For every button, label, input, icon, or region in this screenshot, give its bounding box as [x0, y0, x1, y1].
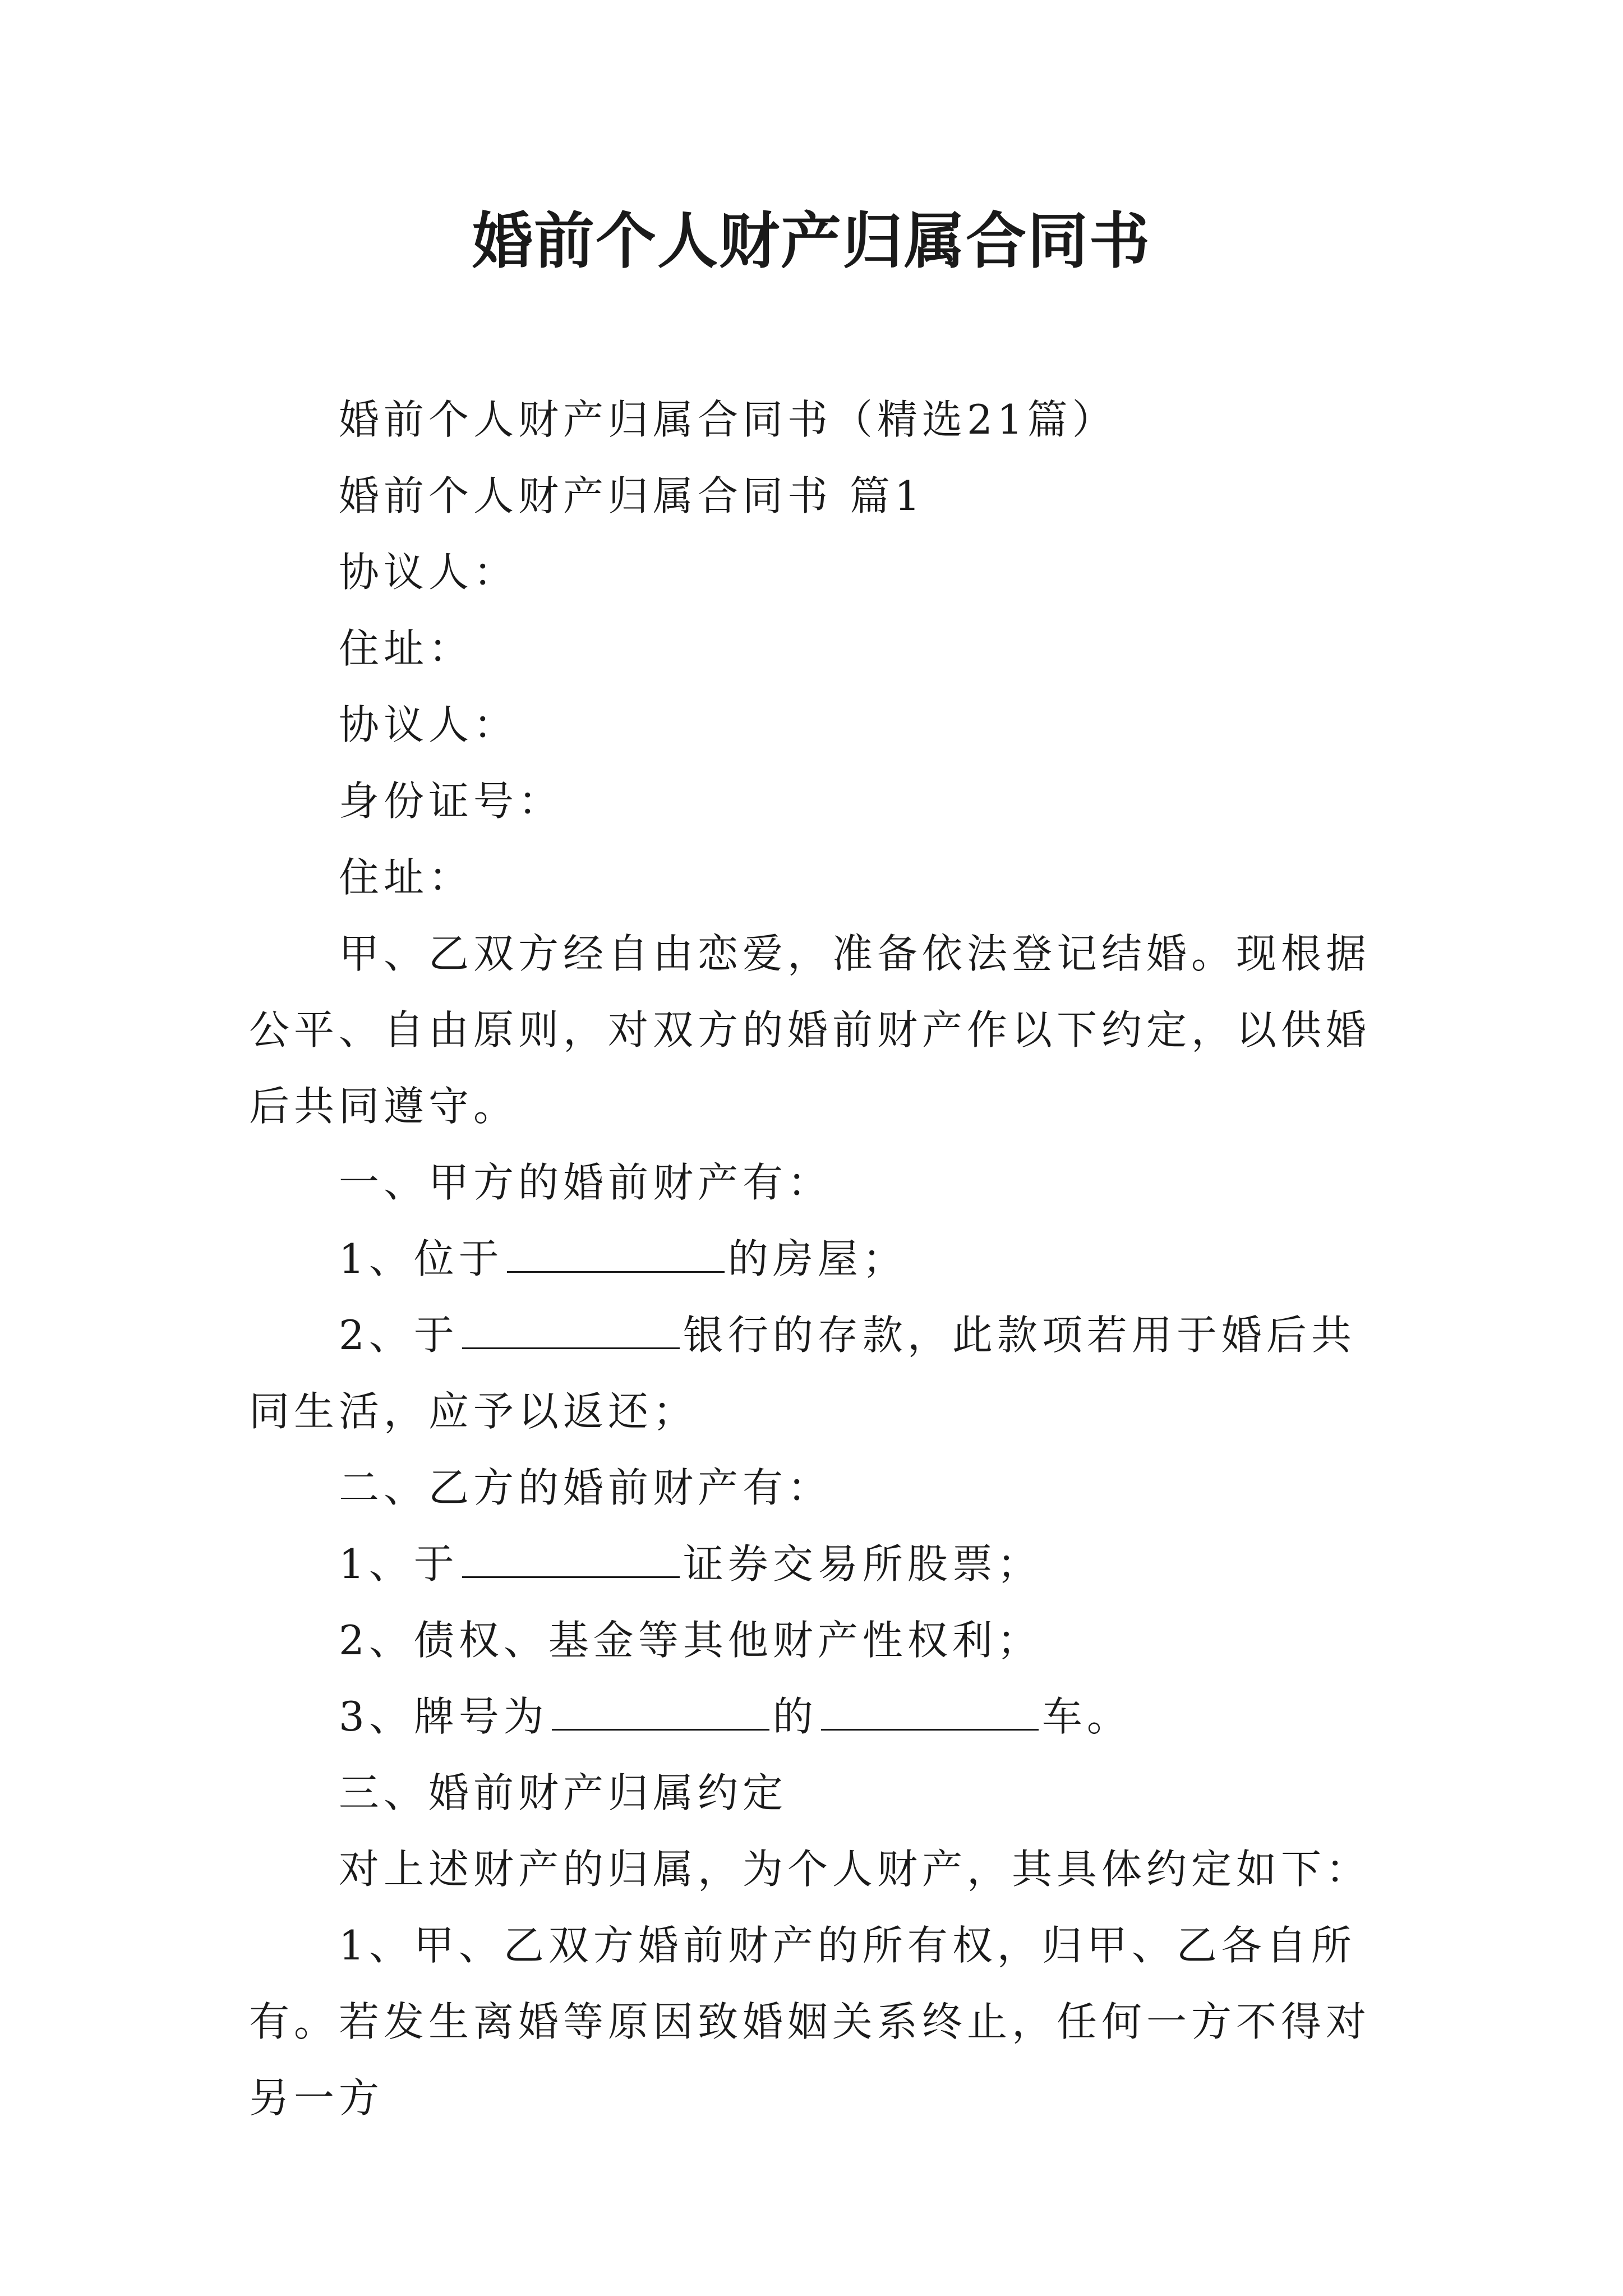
paragraph-text: 一、甲方的婚前财产有： — [339, 1159, 833, 1206]
paragraph-subtitle — [249, 381, 1387, 458]
field-label: 协议人： — [339, 701, 519, 748]
fill-in-blank[interactable] — [462, 1543, 680, 1578]
clause-text: 2、于 — [339, 1312, 459, 1359]
field-address-b — [249, 839, 1387, 915]
paragraph-preamble — [249, 915, 1387, 1144]
paragraph-text: 二、乙方的婚前财产有： — [339, 1464, 833, 1511]
clause-b-3 — [249, 1678, 1387, 1755]
heading-party-a-assets — [249, 1144, 1387, 1221]
field-label: 住址： — [339, 854, 474, 901]
document-body — [249, 381, 1387, 2136]
paragraph-text: 甲、乙双方经自由恋爱，准备依法登记结婚。现根据公平、自由原则，对双方的婚前财产作以下约定，以供婚后共同遵守。 — [249, 930, 1371, 1130]
field-party-b — [249, 687, 1387, 763]
field-label: 协议人： — [339, 549, 519, 596]
clause-text: 证券交易所股票； — [683, 1540, 1042, 1588]
clause-text: 3、牌号为 — [339, 1693, 548, 1740]
clause-text: 2、债权、基金等其他财产性权利； — [339, 1617, 1042, 1664]
clause-b-2 — [249, 1602, 1387, 1678]
heading-party-b-assets — [249, 1450, 1387, 1526]
paragraph-text: 婚前个人财产归属合同书（精选21篇） — [339, 396, 1117, 443]
field-label: 住址： — [339, 625, 474, 672]
field-address-a — [249, 610, 1387, 687]
paragraph-text: 婚前个人财产归属合同书 篇1 — [339, 472, 925, 519]
clause-text: 银行的存款，此款项若用于婚后共同生活，应予以返还； — [249, 1312, 1356, 1435]
clause-b-1 — [249, 1526, 1387, 1602]
clause-text: 车。 — [1041, 1693, 1132, 1740]
fill-in-blank[interactable] — [821, 1695, 1039, 1731]
paragraph-text: 对上述财产的归属，为个人财产，其具体约定如下： — [339, 1846, 1371, 1893]
clause-text: 1、位于 — [339, 1235, 504, 1282]
fill-in-blank[interactable] — [552, 1695, 769, 1731]
fill-in-blank[interactable] — [507, 1237, 725, 1273]
clause-text: 的 — [772, 1693, 818, 1740]
paragraph-ownership-intro — [249, 1831, 1387, 1907]
field-label: 身份证号： — [339, 777, 564, 825]
heading-ownership-agreement — [249, 1755, 1387, 1831]
clause-text: 1、于 — [339, 1540, 459, 1588]
field-party-a — [249, 534, 1387, 610]
paragraph-section-heading — [249, 458, 1387, 534]
clause-a-1 — [249, 1221, 1387, 1297]
field-id-number — [249, 763, 1387, 839]
clause-ownership-1 — [249, 1907, 1387, 2136]
document-title: 婚前个人财产归属合同书 — [472, 206, 1151, 277]
clause-text: 1、甲、乙双方婚前财产的所有权，归甲、乙各自所有。若发生离婚等原因致婚姻关系终止，任何一方不得对另一方 — [249, 1922, 1371, 2122]
clause-a-2 — [249, 1297, 1387, 1450]
fill-in-blank[interactable] — [462, 1314, 680, 1349]
clause-text: 的房屋； — [727, 1235, 907, 1282]
paragraph-text: 三、婚前财产归属约定 — [339, 1769, 788, 1816]
